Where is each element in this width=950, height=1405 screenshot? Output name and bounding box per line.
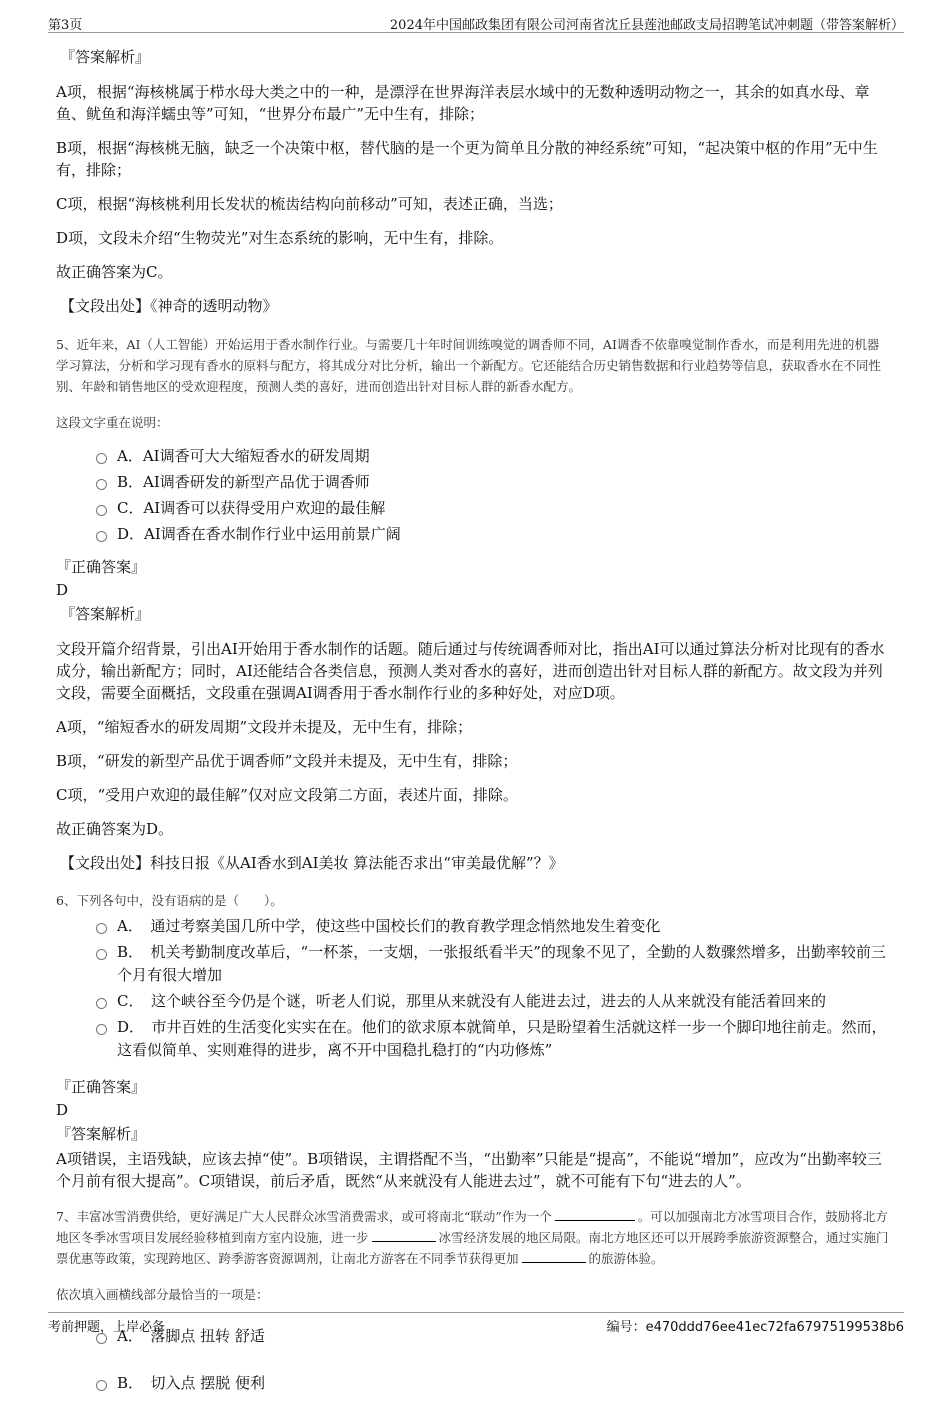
q4-analysis-a: A项，根据“海核桃属于栉水母大类之中的一种，是漂浮在世界海洋表层水域中的无数种透明动物之一，其余的如真水母、章鱼、鱿鱼和海洋蠕虫等”可知，“世界分布最广”无中生有，排除；: [56, 83, 870, 123]
radio-icon[interactable]: [96, 1024, 107, 1035]
radio-icon[interactable]: [96, 1380, 107, 1391]
q4-analysis-d: D项，文段未介绍“生物荧光”对生态系统的影响，无中生有，排除。: [56, 229, 504, 247]
q5-correct-label: 『正确答案』: [56, 558, 147, 576]
q5-source: 【文段出处】科技日报《从AI香水到AI美妆 算法能否求出“审美最优解”？》: [60, 854, 564, 872]
q4-analysis-label: 『答案解析』: [60, 48, 151, 66]
q5-option-c[interactable]: [92, 497, 890, 520]
q5-analysis-a: A项，“缩短香水的研发周期”文段并未提及，无中生有，排除；: [56, 718, 473, 736]
q7-text-2: 。可以加强南北方冰雪项目合作，鼓励将北方地区冬季冰雪项目发展经验移植到南方室内设施，进一步: [56, 1209, 888, 1245]
content: [56, 40, 890, 1405]
q5-analysis-b: B项，“研发的新型产品优于调香师”文段并未提及，无中生有，排除；: [56, 752, 518, 770]
q5-analysis-c: C项，“受用户欢迎的最佳解”仅对应文段第二方面，表述片面，排除。: [56, 786, 518, 804]
blank-line: [372, 1229, 436, 1242]
document-title: 2024年中国邮政集团有限公司河南省沈丘县莲池邮政支局招聘笔试冲刺题（带答案解析）: [389, 18, 904, 33]
q6-question: 6、下列各句中，没有语病的是（ ）。: [56, 893, 283, 908]
q4-analysis-c: C项，根据“海核桃利用长发状的梳齿结构向前移动”可知，表述正确，当选；: [56, 195, 563, 213]
q6-options: [92, 915, 890, 1062]
q5-prompt: 这段文字重在说明：: [56, 415, 169, 430]
option-text: B． 切入点 摆脱 便利: [117, 1374, 266, 1392]
q7-prompt: 依次填入画横线部分最恰当的一项是：: [56, 1287, 269, 1302]
document-code: 编号：e470ddd76ee41ec72fa67975199538b6: [606, 1320, 904, 1335]
radio-icon[interactable]: [96, 479, 107, 490]
q4-analysis-b: B项，根据“海核桃无脑，缺乏一个决策中枢，替代脑的是一个更为简单且分散的神经系统”可知，“起决策中枢的作用”无中生有，排除；: [56, 139, 878, 179]
page-footer: [48, 1312, 904, 1335]
option-text: A．AI调香可大大缩短香水的研发周期: [117, 447, 370, 465]
blank-line: [522, 1250, 586, 1263]
radio-icon[interactable]: [96, 923, 107, 934]
q5-option-b[interactable]: [92, 471, 890, 494]
q5-option-a[interactable]: [92, 445, 890, 468]
page-header: [48, 12, 904, 33]
q5-answer: D: [56, 581, 69, 599]
q5-options: [92, 445, 890, 546]
option-text: D．AI调香在香水制作行业中运用前景广阔: [117, 525, 401, 543]
q7-text-4: 的旅游体验。: [588, 1251, 664, 1266]
q6-option-c[interactable]: [92, 990, 890, 1013]
q6-option-d[interactable]: [92, 1016, 890, 1062]
q4-conclusion: 故正确答案为C。: [56, 263, 173, 281]
q6-analysis-label: 『答案解析』: [56, 1125, 147, 1143]
q5-conclusion: 故正确答案为D。: [56, 820, 174, 838]
radio-icon[interactable]: [96, 505, 107, 516]
q5-analysis-main: 文段开篇介绍背景，引出AI开始用于香水制作的话题。随后通过与传统调香师对比，指出AI可以通过算法分析对比现有的香水成分，输出新配方；同时，AI还能结合各类信息，预测人类对香水的喜好，进而创造出针对目标人群的新配方。故文段为并列文段，需要全面概括，文段重在强调AI调香用于香水制作行业的多种好处，对应D项。: [56, 640, 885, 702]
option-text: C．AI调香可以获得受用户欢迎的最佳解: [117, 499, 386, 517]
option-text: B．AI调香研发的新型产品优于调香师: [117, 473, 370, 491]
q7-options: [92, 1325, 890, 1395]
radio-icon[interactable]: [96, 453, 107, 464]
q7-question: [56, 1206, 890, 1269]
option-text: A． 通过考察美国几所中学，使这些中国校长们的教育教学理念悄然地发生着变化: [117, 917, 661, 935]
q5-analysis-label: 『答案解析』: [60, 605, 151, 623]
q6-correct-label: 『正确答案』: [56, 1078, 147, 1096]
q7-option-b[interactable]: [92, 1372, 890, 1395]
option-text: C． 这个峡谷至今仍是个谜，听老人们说，那里从来就没有人能进去过，进去的人从来就没有能活着回来的: [117, 992, 826, 1010]
radio-icon[interactable]: [96, 949, 107, 960]
footer-slogan: 考前押题，上岸必备: [48, 1320, 166, 1335]
option-text: B． 机关考勤制度改革后，“一杯茶，一支烟，一张报纸看半天”的现象不见了，全勤的人数骤然增多，出勤率较前三个月有很大增加: [117, 943, 886, 984]
q5-option-d[interactable]: [92, 523, 890, 546]
blank-line: [555, 1208, 635, 1221]
q5-question: 5、近年来，AI（人工智能）开始运用于香水制作行业。与需要几十年时间训练嗅觉的调香师不同，AI调香不依靠嗅觉制作香水，而是利用先进的机器学习算法，分析和学习现有香水的原料与配方，将其成分对比分析，输出一个新配方。它还能结合历史销售数据和行业趋势等信息，获取香水在不同性别、年龄和销售地区的受欢迎程度，预测人类的喜好，进而创造出针对目标人群的新香水配方。: [56, 337, 882, 394]
radio-icon[interactable]: [96, 998, 107, 1009]
q7-text-3: 冰雪经济发展的地区局限。南北方地区还可以开展跨季旅游资源整合，通过实施门票优惠等政策，实现跨地区、跨季游客资源调剂，让南北方游客在不同季节获得更加: [56, 1230, 889, 1266]
option-text: A． 落脚点 扭转 舒适: [117, 1327, 265, 1345]
q6-option-b[interactable]: [92, 941, 890, 987]
q7-text-1: 7、丰富冰雪消费供给，更好满足广大人民群众冰雪消费需求，或可将南北“联动”作为一个: [56, 1209, 552, 1224]
q4-source: 【文段出处】《神奇的透明动物》: [60, 297, 278, 315]
radio-icon[interactable]: [96, 531, 107, 542]
option-text: D． 市井百姓的生活变化实实在在。他们的欲求原本就简单，只是盼望着生活就这样一步一个脚印地往前走。然而，这看似简单、实则难得的进步，离不开中国稳扎稳打的“内功修炼”: [117, 1018, 887, 1059]
q6-option-a[interactable]: [92, 915, 890, 938]
q6-analysis: A项错误，主语残缺，应该去掉“使”。B项错误，主谓搭配不当，“出勤率”只能是“提高”，不能说“增加”，应改为“出勤率较三个月前有很大提高”。C项错误，前后矛盾，既然“从来就没有人能进去过”，就不可能有下句“进去的人”。: [56, 1150, 882, 1190]
page-number: 第3页: [48, 18, 83, 33]
q6-answer: D: [56, 1101, 69, 1119]
